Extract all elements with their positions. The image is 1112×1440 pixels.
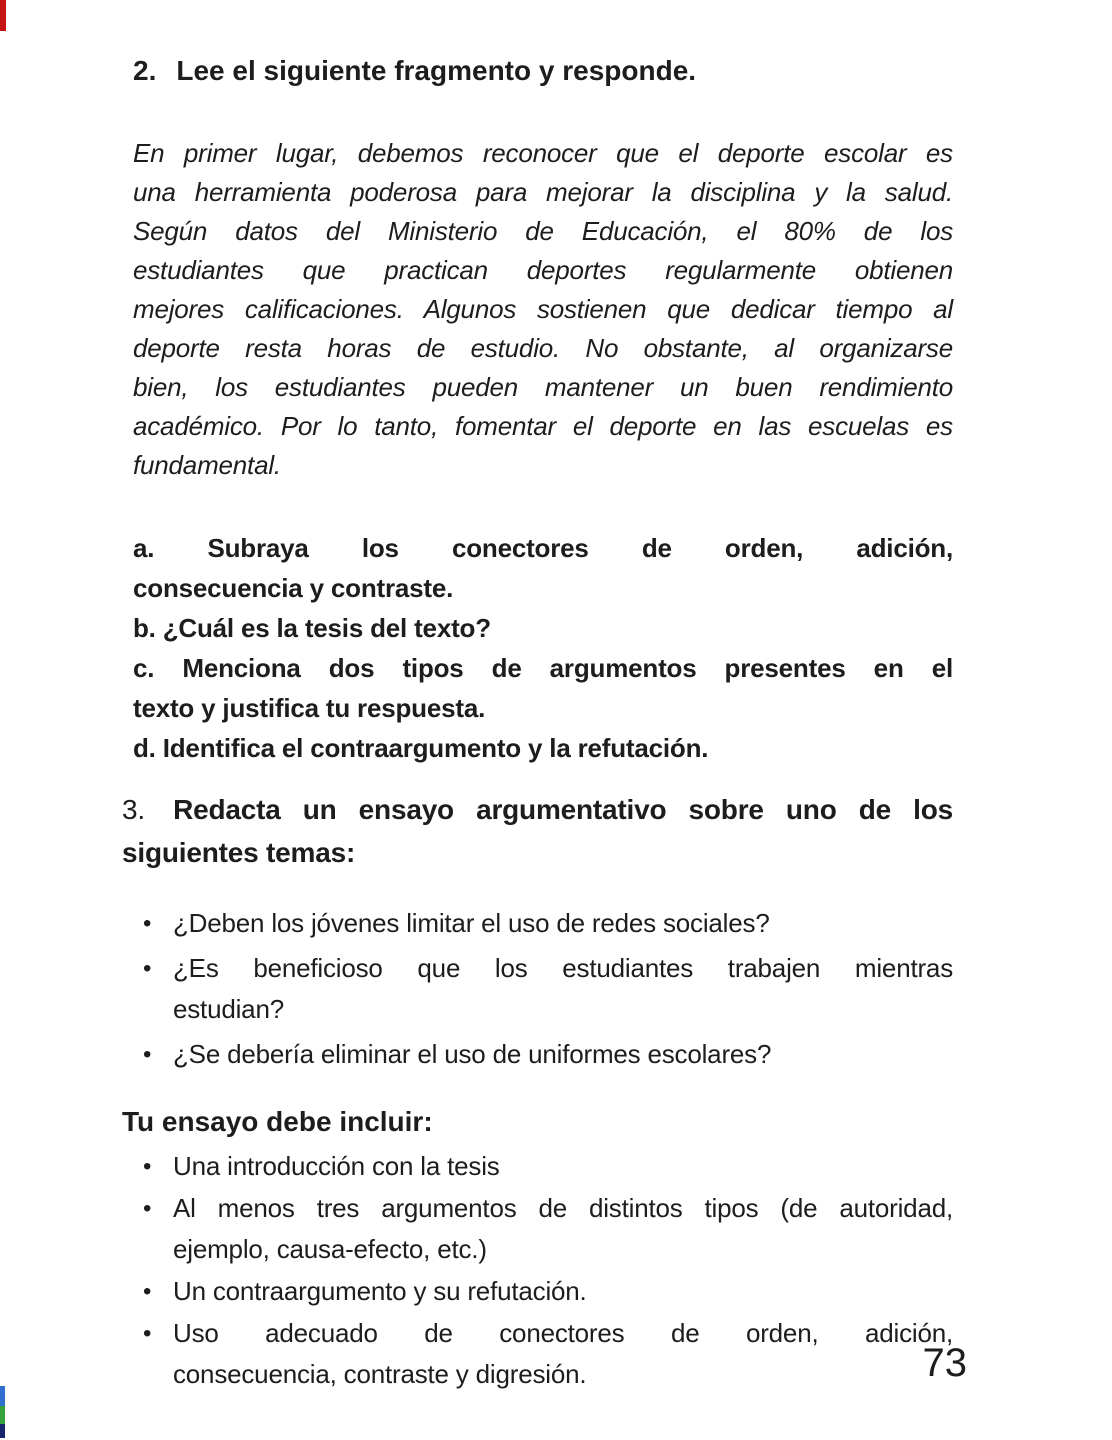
topic-2-line1: ¿Es beneficioso que los estudiantes trabajen mientras bbox=[173, 953, 953, 983]
scan-edge-artifact-blue bbox=[0, 1386, 5, 1406]
fragment-line: Según datos del Ministerio de Educación, el 80% de los bbox=[133, 216, 953, 246]
question-b: b. ¿Cuál es la tesis del texto? bbox=[133, 613, 491, 643]
exercise2-number: 2. bbox=[133, 55, 157, 86]
fragment-line: deporte resta horas de estudio. No obstante, al organizarse bbox=[133, 333, 953, 363]
fragment-line: estudiantes que practican deportes regularmente obtienen bbox=[133, 255, 953, 285]
bullet-icon: • bbox=[143, 1320, 152, 1347]
requirement-2-line1: Al menos tres argumentos de distintos tipos (de autoridad, bbox=[173, 1193, 953, 1223]
bullet-icon: • bbox=[143, 910, 152, 937]
bullet-icon: • bbox=[143, 1153, 152, 1180]
bullet-icon: • bbox=[143, 1278, 152, 1305]
fragment-line: una herramienta poderosa para mejorar la disciplina y la salud. bbox=[133, 177, 953, 207]
topic-3: ¿Se debería eliminar el uso de uniformes escolares? bbox=[173, 1039, 772, 1069]
requirements-heading: Tu ensayo debe incluir: bbox=[122, 1106, 433, 1137]
exercise3-heading bbox=[122, 788, 953, 874]
list-item bbox=[122, 948, 953, 1030]
list-item bbox=[122, 1034, 953, 1075]
list-item bbox=[122, 903, 953, 944]
scan-edge-artifact-navy bbox=[0, 1424, 5, 1438]
question-c-line1: c. Menciona dos tipos de argumentos presentes en el bbox=[133, 653, 953, 683]
exercise2-questions bbox=[133, 528, 953, 768]
bullet-icon: • bbox=[143, 1195, 152, 1222]
list-item bbox=[122, 1146, 953, 1187]
exercise2-heading bbox=[133, 50, 953, 92]
requirement-1: Una introducción con la tesis bbox=[173, 1151, 500, 1181]
page-number: 73 bbox=[922, 1341, 967, 1385]
requirement-2-line2: ejemplo, causa-efecto, etc.) bbox=[173, 1234, 487, 1264]
question-d: d. Identifica el contraargumento y la refutación. bbox=[133, 733, 709, 763]
question-a-line2: consecuencia y contraste. bbox=[133, 573, 454, 603]
requirement-4-line2: consecuencia, contraste y digresión. bbox=[173, 1359, 587, 1389]
scan-edge-artifact-red bbox=[0, 0, 6, 31]
essay-topics-list bbox=[122, 903, 953, 1079]
list-item bbox=[122, 1313, 953, 1395]
question-c-line2: texto y justifica tu respuesta. bbox=[133, 693, 486, 723]
fragment-line: fundamental. bbox=[133, 450, 281, 480]
list-item bbox=[122, 1188, 953, 1270]
essay-requirements-list bbox=[122, 1146, 953, 1396]
question-a-line1: a. Subraya los conectores de orden, adición, bbox=[133, 533, 953, 563]
bullet-icon: • bbox=[143, 955, 152, 982]
scan-edge-artifact-green bbox=[0, 1406, 5, 1424]
list-item bbox=[122, 1271, 953, 1312]
exercise3-title-line2: siguientes temas: bbox=[122, 837, 356, 868]
bullet-icon: • bbox=[143, 1041, 152, 1068]
fragment-line: bien, los estudiantes pueden mantener un buen rendimiento bbox=[133, 372, 953, 402]
fragment-line: académico. Por lo tanto, fomentar el deporte en las escuelas es bbox=[133, 411, 953, 441]
topic-1: ¿Deben los jóvenes limitar el uso de redes sociales? bbox=[173, 908, 770, 938]
reading-fragment bbox=[133, 134, 953, 485]
requirement-4-line1: Uso adecuado de conectores de orden, adición, bbox=[173, 1318, 953, 1348]
requirement-3: Un contraargumento y su refutación. bbox=[173, 1276, 587, 1306]
fragment-line: En primer lugar, debemos reconocer que el deporte escolar es bbox=[133, 138, 953, 168]
exercise2-heading-text: Lee el siguiente fragmento y responde. bbox=[176, 55, 697, 86]
topic-2-line2: estudian? bbox=[173, 994, 284, 1024]
fragment-line: mejores calificaciones. Algunos sostienen que dedicar tiempo al bbox=[133, 294, 953, 324]
exercise3-number: 3. bbox=[122, 794, 145, 825]
exercise3-title-line1: Redacta un ensayo argumentativo sobre uno de los bbox=[173, 794, 953, 825]
